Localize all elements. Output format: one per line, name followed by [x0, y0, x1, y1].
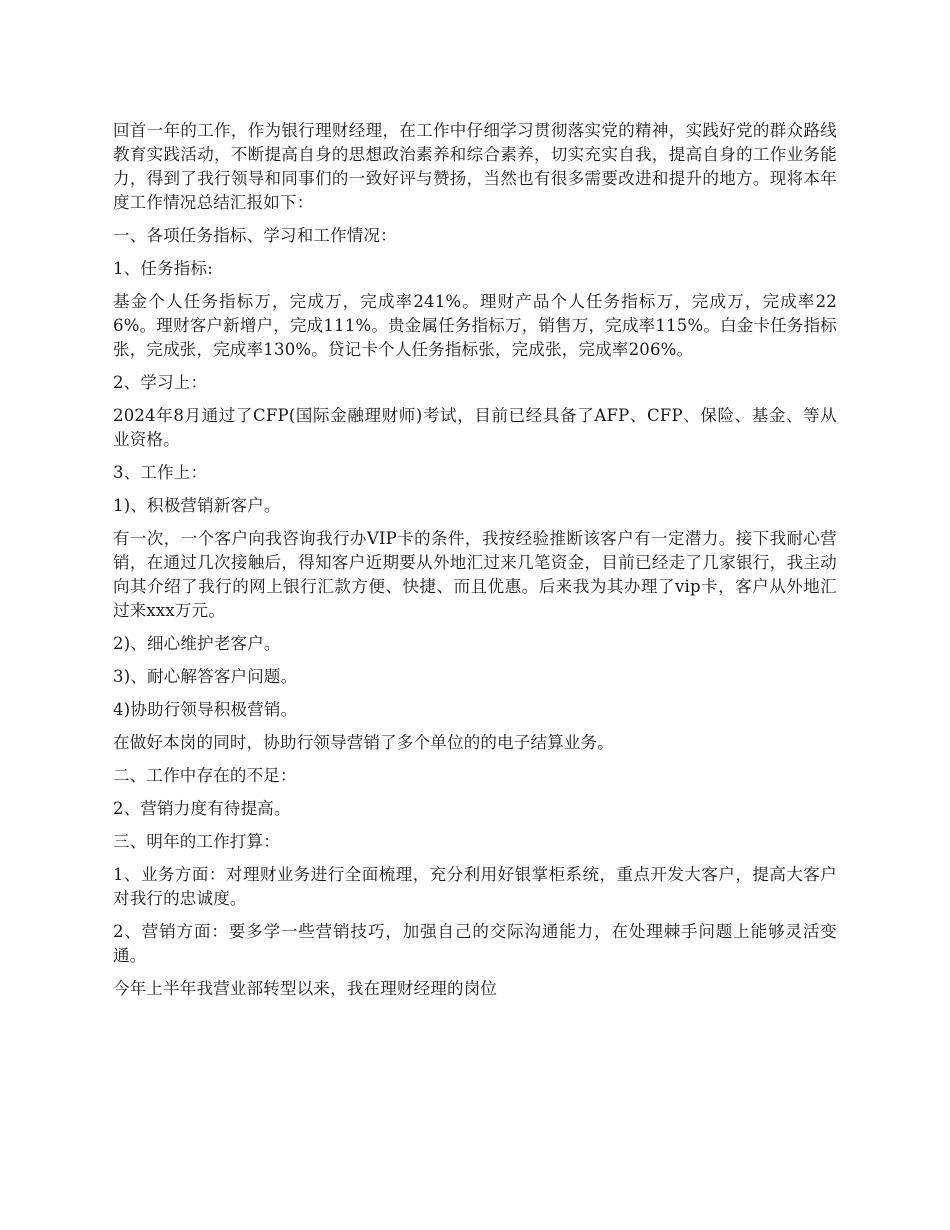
work-item-3: 3)、耐心解答客户问题。: [113, 667, 298, 686]
closing-paragraph: 今年上半年我营业部转型以来，我在理财经理的岗位: [113, 979, 498, 998]
assist-paragraph: 在做好本岗的同时，协助行领导营销了多个单位的的电子结算业务。: [113, 733, 614, 752]
task-indicators-paragraph: 基金个人任务指标万，完成万，完成率241%。理财产品个人任务指标万，完成万，完成率226%。理财客户新增户，完成111%。贵金属任务指标万，销售万，完成率115%。白金卡任务指标张，完成张，完成率130%。贷记卡个人任务指标张，完成张，完成率206%。: [113, 292, 837, 359]
study-paragraph: 2024年8月通过了CFP(国际金融理财师)考试，目前已经具备了AFP、CFP、保险、基金、等从业资格。: [113, 406, 837, 449]
section-heading-1: 一、各项任务指标、学习和工作情况：: [113, 226, 397, 245]
section-heading-2: 二、工作中存在的不足：: [113, 766, 297, 785]
subheading-task-indicators: 1、任务指标:: [113, 259, 213, 278]
work-item-2: 2)、细心维护老客户。: [113, 634, 281, 653]
plan-marketing-paragraph: 2、营销方面：要多学一些营销技巧，加强自己的交际沟通能力，在处理棘手问题上能够灵活变通。: [113, 922, 837, 965]
subheading-work: 3、工作上：: [113, 463, 208, 482]
subheading-study: 2、学习上：: [113, 373, 208, 392]
shortcoming-item: 2、营销力度有待提高。: [113, 799, 291, 818]
section-heading-3: 三、明年的工作打算：: [113, 832, 280, 851]
document-body: [113, 119, 837, 1010]
intro-paragraph: 回首一年的工作，作为银行理财经理，在工作中仔细学习贯彻落实党的精神，实践好党的群众路线教育实践活动，不断提高自身的思想政治素养和综合素养，切实充实自我，提高自身的工作业务能力，得到了我行领导和同事们的一致好评与赞扬，当然也有很多需要改进和提升的地方。现将本年度工作情况总结汇报如下：: [113, 121, 837, 212]
work-item-4: 4)协助行领导积极营销。: [113, 700, 298, 719]
customer-story-paragraph: 有一次，一个客户向我咨询我行办VIP卡的条件，我按经验推断该客户有一定潜力。接下我耐心营销，在通过几次接触后，得知客户近期要从外地汇过来几笔资金，目前已经走了几家银行，我主动向其介绍了我行的网上银行汇款方便、快捷、而且优惠。后来我为其办理了vip卡，客户从外地汇过来xxx万元。: [113, 529, 837, 620]
work-item-1: 1)、积极营销新客户。: [113, 496, 281, 515]
plan-business-paragraph: 1、业务方面：对理财业务进行全面梳理，充分利用好银掌柜系统，重点开发大客户，提高大客户对我行的忠诚度。: [113, 865, 837, 908]
